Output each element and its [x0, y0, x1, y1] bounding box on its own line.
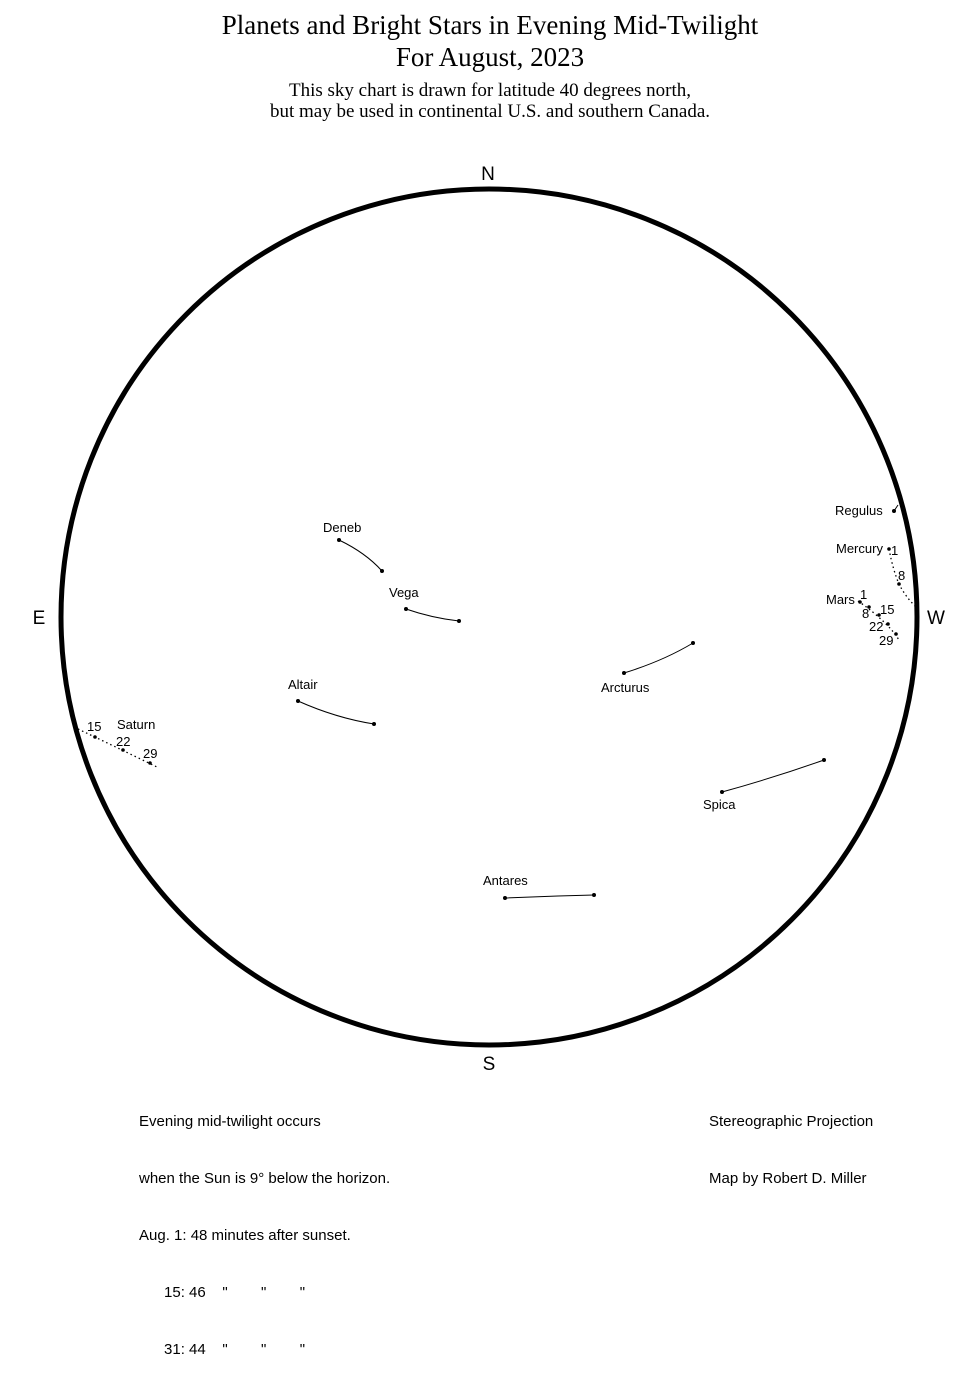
deneb-label: Deneb	[323, 520, 362, 535]
arcturus-start-dot	[622, 671, 626, 675]
spica-label: Spica	[703, 797, 736, 812]
twilight-note	[139, 1074, 390, 1378]
saturn-label: Saturn	[117, 717, 156, 732]
altair-end-dot	[372, 722, 376, 726]
spica-end-dot	[822, 758, 826, 762]
arcturus-track	[624, 643, 693, 673]
vega-label: Vega	[389, 585, 419, 600]
regulus-dot	[892, 509, 896, 513]
mercury-label: Mercury	[836, 541, 883, 556]
saturn-dot-29	[148, 761, 152, 765]
deneb-end-dot	[380, 569, 384, 573]
south-label: S	[482, 1054, 496, 1075]
antares-end-dot	[592, 893, 596, 897]
saturn-date-label: 29	[143, 746, 158, 761]
vega-end-dot	[457, 619, 461, 623]
chart-title: Planets and Bright Stars in Evening Mid-Twilight	[221, 10, 759, 40]
altair-label: Altair	[288, 677, 318, 692]
mars-date-label: 8	[862, 606, 870, 621]
arcturus-end-dot	[691, 641, 695, 645]
twilight-note-line: 15: 46 " " "	[139, 1284, 306, 1301]
twilight-note-line: when the Sun is 9° below the horizon.	[139, 1170, 391, 1187]
mars-dot-22	[886, 622, 890, 626]
vega-start-dot	[404, 607, 408, 611]
mars-date-label: 15	[880, 602, 895, 617]
credits-note	[709, 1074, 873, 1207]
spica-track	[722, 760, 824, 792]
mercury-date-label: 8	[898, 568, 906, 583]
projection-label: Stereographic Projection	[709, 1113, 874, 1130]
antares-start-dot	[503, 896, 507, 900]
north-label: N	[481, 164, 495, 185]
regulus-label: Regulus	[835, 503, 883, 518]
spica-start-dot	[720, 790, 724, 794]
mars-label: Mars	[826, 592, 855, 607]
latitude-note-line1: This sky chart is drawn for latitude 40 degrees north,	[288, 80, 692, 101]
arcturus-label: Arcturus	[601, 680, 650, 695]
deneb-start-dot	[337, 538, 341, 542]
mars-date-label: 22	[869, 619, 884, 634]
west-label: W	[927, 608, 945, 629]
mars-date-label: 29	[879, 633, 894, 648]
antares-track	[505, 895, 594, 898]
twilight-note-line: Evening mid-twilight occurs	[139, 1113, 321, 1130]
antares-label: Antares	[483, 873, 528, 888]
vega-track	[406, 609, 459, 621]
mars-dot-29	[894, 632, 898, 636]
saturn-dot-15	[93, 735, 97, 739]
horizon-circle	[61, 189, 917, 1045]
deneb-track	[339, 540, 382, 571]
mars-date-label: 1	[860, 587, 868, 602]
saturn-date-label: 15	[87, 719, 102, 734]
altair-track	[298, 701, 374, 724]
chart-subtitle: For August, 2023	[395, 42, 585, 72]
altair-start-dot	[296, 699, 300, 703]
author-credit: Map by Robert D. Miller	[709, 1170, 867, 1187]
twilight-note-line: Aug. 1: 48 minutes after sunset.	[139, 1227, 351, 1244]
saturn-date-label: 22	[116, 734, 131, 749]
east-label: E	[32, 608, 46, 629]
latitude-note-line2: but may be used in continental U.S. and southern Canada.	[269, 101, 711, 122]
twilight-note-line: 31: 44 " " "	[139, 1341, 306, 1358]
mercury-date-label: 1	[891, 543, 899, 558]
